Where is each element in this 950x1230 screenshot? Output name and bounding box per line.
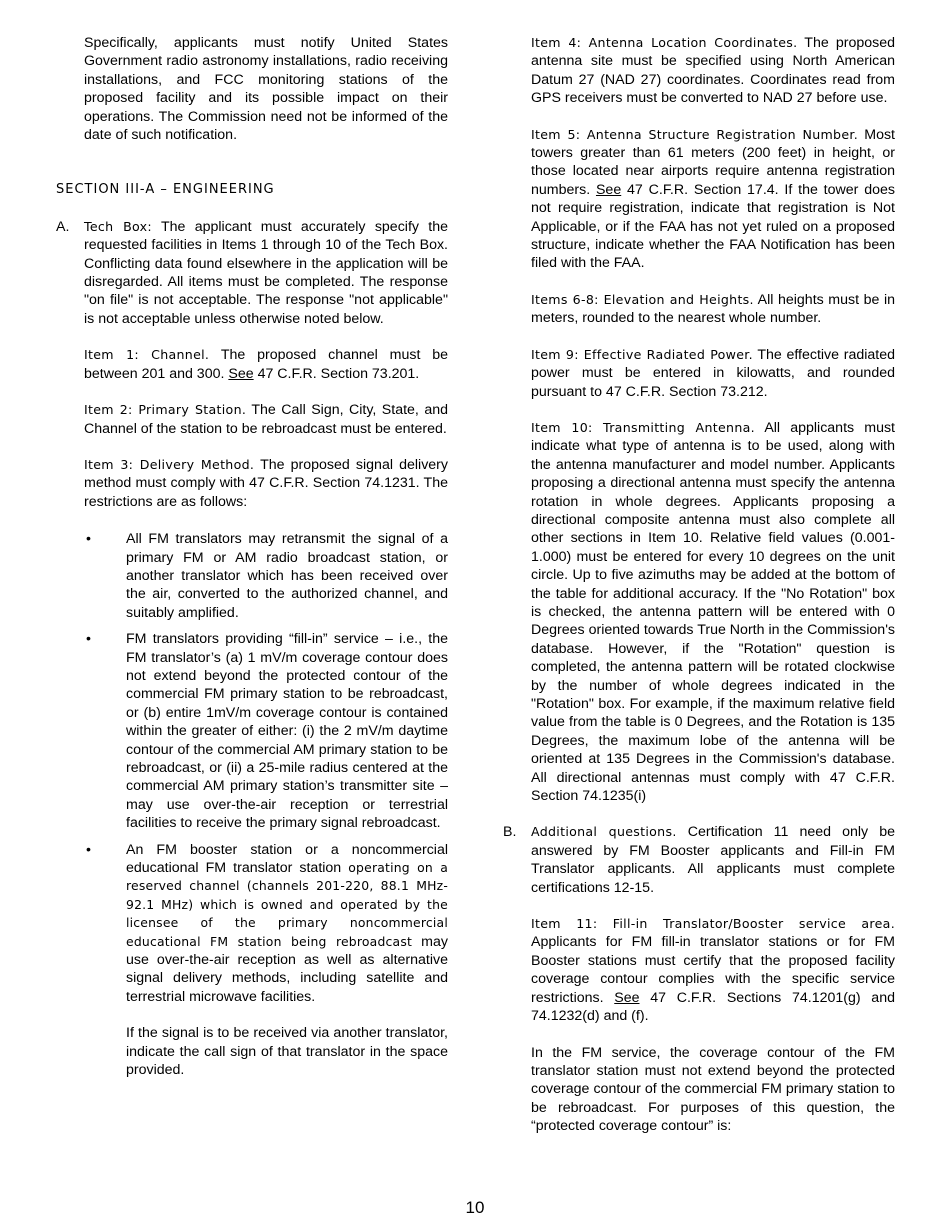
item2-lead: Item 2: Primary Station. [84,402,247,418]
item-a-marker: A. [56,218,70,235]
item-a-paragraph [84,218,448,328]
items6-8-paragraph [503,291,895,328]
item4-lead: Item 4: Antenna Location Coordinates. [531,35,798,50]
item-a-text: The applicant must accurately specify the requested facilities in Items 1 through 10 of the Tech Box. Conflicting data found elsewhere in the application will be disregarded. All items must be completed. The response "on file" is not acceptable. The response "not applicable" is not acceptable unless otherwise noted below. [84,218,448,327]
item9-lead: Item 9: Effective Radiated Power. [531,346,753,362]
item-b-marker: B. [503,824,517,841]
item1-lead: Item 1: Channel. [84,347,210,363]
section-heading: SECTION III-A – ENGINEERING [56,182,275,198]
items6-8-lead: Items 6-8: Elevation and Heights. [531,291,754,307]
item-b-lead: Additional questions. [531,824,677,840]
page-number: 10 [465,1198,485,1217]
bullet-item-2 [56,630,448,832]
item2-text: The Call Sign, City, State, and Channel of the station to be rebroadcast must be entered. [84,402,449,437]
item11-see: See [614,989,640,1006]
item-b-paragraph [531,823,895,897]
item5-lead: Item 5: Antenna Structure Registration Number. [531,126,859,142]
item10-paragraph [503,419,895,806]
bullet-3-note: If the signal is to be received via another translator, indicate the call sign of that translator in the space provided. [126,1025,448,1079]
bullet-marker: • [86,841,91,858]
item-b-additional-questions [503,823,895,897]
item11-text-a: Applicants for FM fill-in translator stations or for FM Booster stations must certify that the proposed facility coverage contour complies with the specific service restrictions. [531,934,895,1006]
right-column [503,34,895,1136]
item5-paragraph [503,126,895,273]
bullet-item-1 [56,530,448,622]
bullet-marker: • [86,531,91,548]
item1-text-b: 47 C.F.R. Section 73.201. [257,365,420,382]
item3-lead: Item 3: Delivery Method. [84,456,255,472]
bullet-3-text [126,841,448,1007]
final-paragraph: In the FM service, the coverage contour of the FM translator station must not extend beyond the protected coverage contour of the commercial FM primary station to be rebroadcast. For purposes of this question, the “protected coverage contour” is: [531,1044,895,1135]
item11-paragraph [503,915,895,1025]
bullet-1-text: All FM translators may retransmit the signal of a primary FM or AM radio broadcast station, or another translator which has been received over the air, converted to the authorized channel, and suitably amplified. [126,531,448,621]
item10-text: All applicants must indicate what type of antenna is to be used, along with the antenna manufacturer and model number. Applicants proposing a directional antenna must specify the antenna rotation in whole degrees. Applicants proposing a directional composite antenna must also complete all other sections in Item 10. Relative field values (0.001-1.000) must be entered for every 10 degrees on the unit circle. Up to five azimuths may be added at the bottom of the table for additional accuracy. If the "No Rotation" box is checked, the antenna pattern will be entered with 0 Degrees oriented towards True North in the Commission's database. However, if the "Rotation" question is completed, the antenna pattern will be rotated clockwise by the number of whole degrees indicated in the "Rotation" box. For example, if the maximum relative field value from the table is 0 Degrees, and the Rotation is 135 Degrees, the maximum lobe of the antenna will be oriented at 135 Degrees in the Commission's database. All directional antennas must comply with 47 C.F.R. Section 74.1235(i) [531,419,896,805]
item4-paragraph [503,34,895,108]
item5-text-a: Most towers greater than 61 meters (200 feet) in height, or those located near airports require antenna registration numbers. [531,126,895,198]
bullet-3-part1: An FM booster station or a noncommercial educational FM translator station [126,841,448,877]
item9-paragraph [503,346,895,401]
item5-see: See [595,181,622,198]
item-a-lead: Tech Box: [84,218,152,234]
bullet-3-part2: operating on a reserved channel (channels 201-220, 88.1 MHz-92.1 MHz) which is owned and operated by the licensee of the primary noncommercial educational FM station being rebroadcast [126,860,449,949]
item-b-text: Certification 11 need only be answered by FM Booster applicants and Fill-in FM Translator applicants. All applicants must complete certifications 12-15. [531,824,895,896]
item1-paragraph [56,346,448,383]
item3-text: The proposed signal delivery method must comply with 47 C.F.R. Section 74.1231. The restrictions are as follows: [84,456,448,510]
left-column [56,34,448,1080]
item1-see: See [228,365,254,382]
items6-8-text: All heights must be in meters, rounded to the nearest whole number. [531,291,895,327]
bullet-2-text: FM translators providing “fill-in” service – i.e., the FM translator’s (a) 1 mV/m coverage contour does not extend beyond the protected contour of the commercial FM primary station to be rebroadcast, or (b) entire 1mV/m coverage contour is contained within the greater of either: (i) the 2 mV/m daytime contour of the commercial AM primary station to be rebroadcast, or (ii) a 25-mile radius centered at the commercial AM primary station’s transmitter site – may use over-the-air reception or terrestrial facilities to receive the primary signal rebroadcast. [126,631,448,832]
item1-text-a: The proposed channel must be between 201 and 300. [84,347,449,382]
item-a-tech-box [56,218,448,328]
item11-lead: Item 11: Fill-in Translator/Booster service area. [531,916,895,932]
bullet-item-3 [56,841,448,1080]
item11-text-b: 47 C.F.R. Sections 74.1201(g) and 74.1232(d) and (f). [531,989,895,1025]
item10-lead: Item 10: Transmitting Antenna. [531,419,755,435]
item5-text-b: 47 C.F.R. Section 17.4. If the tower does not require registration, indicate that registration is Not Applicable, or if the FAA has not yet ruled on a proposed structure, indicate whether the FAA Notification has been filed with the FAA. [531,181,895,272]
bullet-marker: • [86,631,91,648]
intro-paragraph: Specifically, applicants must notify United States Government radio astronomy installations, radio receiving installations, and FCC monitoring stations of the proposed facility and its possible impact on their operations. The Commission need not be informed of the date of such notification. [84,35,448,144]
item3-paragraph [56,456,448,511]
item4-text: The proposed antenna site must be specified using North American Datum 27 (NAD 27) coordinates. Coordinates read from GPS receivers must be converted to NAD 27 before use. [531,35,895,107]
item9-text: The effective radiated power must be entered in kilowatts, and rounded pursuant to 47 C.F.R. Section 73.212. [531,346,895,400]
item2-paragraph [56,401,448,438]
bullet-3-part3: may use over-the-air reception as well as alternative signal delivery methods, including satellite and terrestrial microwave facilities. [126,933,448,1005]
